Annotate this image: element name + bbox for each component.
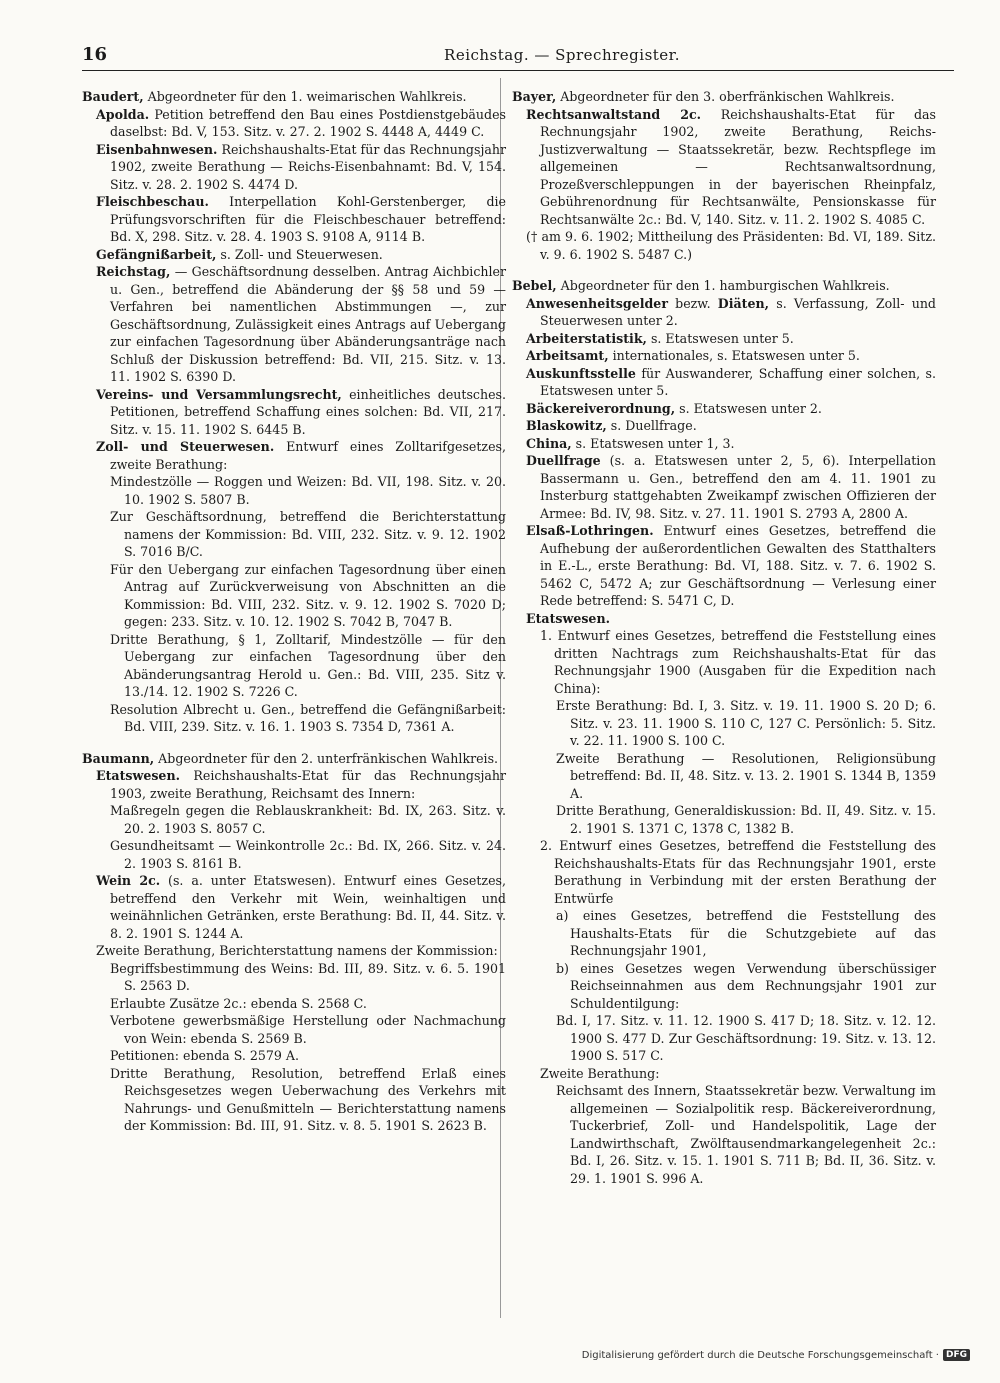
- page-header: [82, 44, 954, 70]
- subentry: Zoll- und Steuerwesen. Entwurf eines Zolltarifgesetzes, zweite Berathung:: [96, 439, 506, 472]
- subentry: Arbeitsamt, internationales, s. Etatswesen unter 5.: [526, 348, 860, 363]
- subentry-item: Dritte Berathung, Generaldiskussion: Bd. II, 49. Sitz. v. 15. 2. 1901 S. 1371 C, 1378 C, 1382 B.: [556, 803, 936, 836]
- left-column: [82, 88, 506, 1149]
- footer: [582, 1349, 970, 1361]
- subentry-item: Für den Uebergang zur einfachen Tagesordnung über einen Antrag auf Zurückverweisung von Abschnitten an die Kommission: Bd. VIII, 232. Sitz. v. 9. 12. 1902 S. 7020 D; gegen: 233. Sitz. v. 10. 12. 1902 S. 7042 B, 7047 B.: [110, 561, 506, 629]
- subentry-item: Zur Geschäftsordnung, betreffend die Berichterstattung namens der Kommission: Bd. VIII, 232. Sitz. v. 9. 12. 1902 S. 7016 B/C.: [110, 509, 506, 559]
- subentry-item: 1. Entwurf eines Gesetzes, betreffend die Feststellung eines dritten Nachtrags zum Reichshaushalts-Etat für das Rechnungsjahr 1900 (Ausgaben für die Expedition nach China):: [540, 628, 936, 696]
- subentry-item: a) eines Gesetzes, betreffend die Feststellung des Haushalts-Etats für die Schutzgebiete auf das Rechnungsjahr 1901,: [556, 908, 936, 958]
- subentry-item: Petitionen: ebenda S. 2579 A.: [110, 1048, 300, 1063]
- footer-credit: Digitalisierung gefördert durch die Deutsche Forschungsgemeinschaft ·: [581, 1349, 939, 1361]
- right-column: [512, 88, 936, 1201]
- entry-description: Abgeordneter für den 1. hamburgischen Wahlkreis.: [556, 278, 890, 293]
- subentry: Apolda. Petition betreffend den Bau eines Postdienstgebäudes daselbst: Bd. V, 153. Sitz. v. 27. 2. 1902 S. 4448 A, 4449 C.: [96, 106, 506, 139]
- subentry-item: Zweite Berathung:: [540, 1065, 660, 1081]
- subentry-item: Maßregeln gegen die Reblauskrankheit: Bd. IX, 263. Sitz. v. 20. 2. 1903 S. 8057 C.: [110, 803, 506, 836]
- subentry-item: Reichsamt des Innern, Staatssekretär bezw. Verwaltung im allgemeinen — Sozialpolitik resp. Bäckereiverordnung, Tuckerbrief, Zoll- und Handelspolitik, Lage der Landwirthschaft, Zwölftausendmarkangelegenheit 2c.: Bd. I, 26. Sitz. v. 15. 1. 1901 S. 711 B; Bd. II, 36. Sitz. v. 29. 1. 1901 S. 996 A.: [556, 1083, 936, 1186]
- subentry-item: 2. Entwurf eines Gesetzes, betreffend die Feststellung des Reichshaushalts-Etats für das Rechnungsjahr 1901, erste Berathung in Verbindung mit der ersten Berathung der Entwürfe: [540, 838, 936, 906]
- entry-name: Bayer,: [512, 89, 557, 104]
- subentry-item: Resolution Albrecht u. Gen., betreffend die Gefängnißarbeit: Bd. VIII, 239. Sitz. v. 16. 1. 1903 S. 7354 D, 7361 A.: [110, 701, 506, 734]
- entry-baudert: [82, 88, 506, 736]
- entry-baumann: [82, 750, 506, 1135]
- subentry: Wein 2c. (s. a. unter Etatswesen). Entwurf eines Gesetzes, betreffend den Verkehr mit Wein, weinhaltigen und weinähnlichen Getränken, erste Berathung: Bd. II, 44. Sitz. v. 8. 2. 1901 S. 1244 A.: [96, 873, 506, 941]
- subentry: Reichstag, — Geschäftsordnung desselben. Antrag Aichbichler u. Gen., betreffend die Abänderung der §§ 58 und 59 — Verfahren bei namentlichen Abstimmungen —, zur Geschäftsordnung, Zulässigkeit eines Antrags auf Uebergang zur einfachen Tagesordnung über Abänderungsanträge nach Schluß der Diskussion betreffend: Bd. VII, 215. Sitz. v. 13. 11. 1902 S. 6390 D.: [96, 264, 506, 384]
- page-number: 16: [82, 44, 108, 65]
- entry-name: Bebel,: [512, 278, 557, 293]
- subentry-item: Gesundheitsamt — Weinkontrolle 2c.: Bd. IX, 266. Sitz. v. 24. 2. 1903 S. 8161 B.: [110, 838, 506, 871]
- subentry: Gefängnißarbeit, s. Zoll- und Steuerwesen.: [96, 246, 383, 262]
- entry-bayer: [512, 88, 936, 263]
- subentry-item: Erste Berathung: Bd. I, 3. Sitz. v. 19. 11. 1900 S. 20 D; 6. Sitz. v. 23. 11. 1900 S. 110 C, 127 C. Persönlich: 5. Sitz. v. 22. 11. 1900 S. 100 C.: [556, 698, 936, 748]
- entry-description: Abgeordneter für den 3. oberfränkischen Wahlkreis.: [556, 89, 895, 104]
- running-title: Reichstag. — Sprechregister.: [444, 46, 680, 64]
- subentry-item: Mindestzölle — Roggen und Weizen: Bd. VII, 198. Sitz. v. 20. 10. 1902 S. 5807 B.: [110, 474, 506, 507]
- subentry-item: Bd. I, 17. Sitz. v. 11. 12. 1900 S. 417 D; 18. Sitz. v. 12. 12. 1900 S. 477 D. Zur Geschäftsordnung: 19. Sitz. v. 13. 12. 1900 S. 517 C.: [556, 1013, 936, 1063]
- entry-description: Abgeordneter für den 2. unterfränkischen Wahlkreis.: [154, 750, 499, 766]
- subentry: Fleischbeschau. Interpellation Kohl-Gerstenberger, die Prüfungsvorschriften für die Fleischbeschauer betreffend: Bd. X, 298. Sitz. v. 28. 4. 1903 S. 9108 A, 9114 B.: [96, 194, 506, 244]
- subentry: Etatswesen.: [526, 610, 610, 626]
- subentry-item: b) eines Gesetzes wegen Verwendung überschüssiger Reichseinnahmen aus dem Rechnungsjahr 1901 zur Schuldentilgung:: [556, 960, 936, 1011]
- subentry-item: Zweite Berathung — Resolutionen, Religionsübung betreffend: Bd. II, 48. Sitz. v. 13. 2. 1901 S. 1344 B, 1359 A.: [556, 750, 936, 801]
- subentry: Vereins- und Versammlungsrecht, einheitliches deutsches. Petitionen, betreffend Schaffung eines solchen: Bd. VII, 217. Sitz. v. 15. 11. 1902 S. 6445 B.: [96, 386, 506, 437]
- entry-name: Baumann,: [82, 750, 155, 766]
- subentry: Eisenbahnwesen. Reichshaushalts-Etat für das Rechnungsjahr 1902, zweite Berathung — Reichs-Eisenbahnamt: Bd. V, 154. Sitz. v. 28. 2. 1902 S. 4474 D.: [96, 141, 506, 192]
- header-rule: [82, 70, 954, 71]
- subentry-item: Erlaubte Zusätze 2c.: ebenda S. 2568 C.: [110, 995, 367, 1011]
- subentry: Elsaß-Lothringen. Entwurf eines Gesetzes, betreffend die Aufhebung der außerordentlichen Gewalten des Statthalters in E.-L., erste Berathung: Bd. VI, 188. Sitz. v. 7. 6. 1902 S. 5462 C, 5472 A; zur Geschäftsordnung — Verlesung einer Rede betreffend: S. 5471 C, D.: [526, 523, 936, 608]
- subentry-item: Begriffsbestimmung des Weins: Bd. III, 89. Sitz. v. 6. 5. 1901 S. 2563 D.: [110, 960, 506, 993]
- subentry: Bäckereiverordnung, s. Etatswesen unter 2.: [526, 400, 822, 416]
- subentry-item: Dritte Berathung, Resolution, betreffend Erlaß eines Reichsgesetzes wegen Ueberwachung des Verkehrs mit Nahrungs- und Genußmitteln — Berichterstattung namens der Kommission: Bd. III, 91. Sitz. v. 8. 5. 1901 S. 2623 B.: [110, 1065, 506, 1133]
- subentry: Arbeiterstatistik, s. Etatswesen unter 5.: [526, 330, 794, 346]
- entry-bebel: [512, 277, 936, 1187]
- subentry-item: Dritte Berathung, § 1, Zolltarif, Mindestzölle — für den Uebergang zur einfachen Tagesordnung über den Abänderungsantrag Herold u. Gen.: Bd. VIII, 235. Sitz v. 13./14. 12. 1902 S. 7226 C.: [110, 631, 506, 699]
- subentry-item: Verbotene gewerbsmäßige Herstellung oder Nachmachung von Wein: ebenda S. 2569 B.: [110, 1013, 506, 1046]
- entry-name: Baudert,: [82, 89, 144, 104]
- subentry: Rechtsanwaltstand 2c. Reichshaushalts-Etat für das Rechnungsjahr 1902, zweite Berathung, Reichs-Justizverwaltung — Staatssekretär, bezw. Rechtspflege im allgemeinen — Rechtsanwaltsordnung, Prozeßverschleppungen in der bayerischen Rheinpfalz, Gebührenordnung für Rechtsanwälte, Pensionskasse für Rechtsanwälte 2c.: Bd. V, 140. Sitz. v. 11. 2. 1902 S. 4085 C.: [526, 106, 937, 227]
- subentry: China, s. Etatswesen unter 1, 3.: [526, 435, 735, 451]
- subentry: Blaskowitz, s. Duellfrage.: [526, 418, 697, 433]
- subentry: Anwesenheitsgelder bezw. Diäten, s. Verfassung, Zoll- und Steuerwesen unter 2.: [526, 295, 936, 328]
- dfg-logo-icon: DFG: [943, 1349, 970, 1361]
- death-note: († am 9. 6. 1902; Mittheilung des Präsidenten: Bd. VI, 189. Sitz. v. 9. 6. 1902 S. 5487 C.): [526, 229, 936, 262]
- subentry: Etatswesen. Reichshaushalts-Etat für das Rechnungsjahr 1903, zweite Berathung, Reichsamt des Innern:: [96, 768, 506, 801]
- entry-description: Abgeordneter für den 1. weimarischen Wahlkreis.: [143, 89, 467, 104]
- subentry-item: Zweite Berathung, Berichterstattung namens der Kommission:: [96, 943, 498, 958]
- subentry: Auskunftsstelle für Auswanderer, Schaffung einer solchen, s. Etatswesen unter 5.: [526, 365, 936, 398]
- subentry: Duellfrage (s. a. Etatswesen unter 2, 5, 6). Interpellation Bassermann u. Gen., betreffend den am 4. 11. 1901 zu Insterburg stattgehabten Zweikampf zwischen Offizieren der Armee: Bd. IV, 98. Sitz. v. 27. 11. 1901 S. 2793 A, 2800 A.: [526, 453, 936, 521]
